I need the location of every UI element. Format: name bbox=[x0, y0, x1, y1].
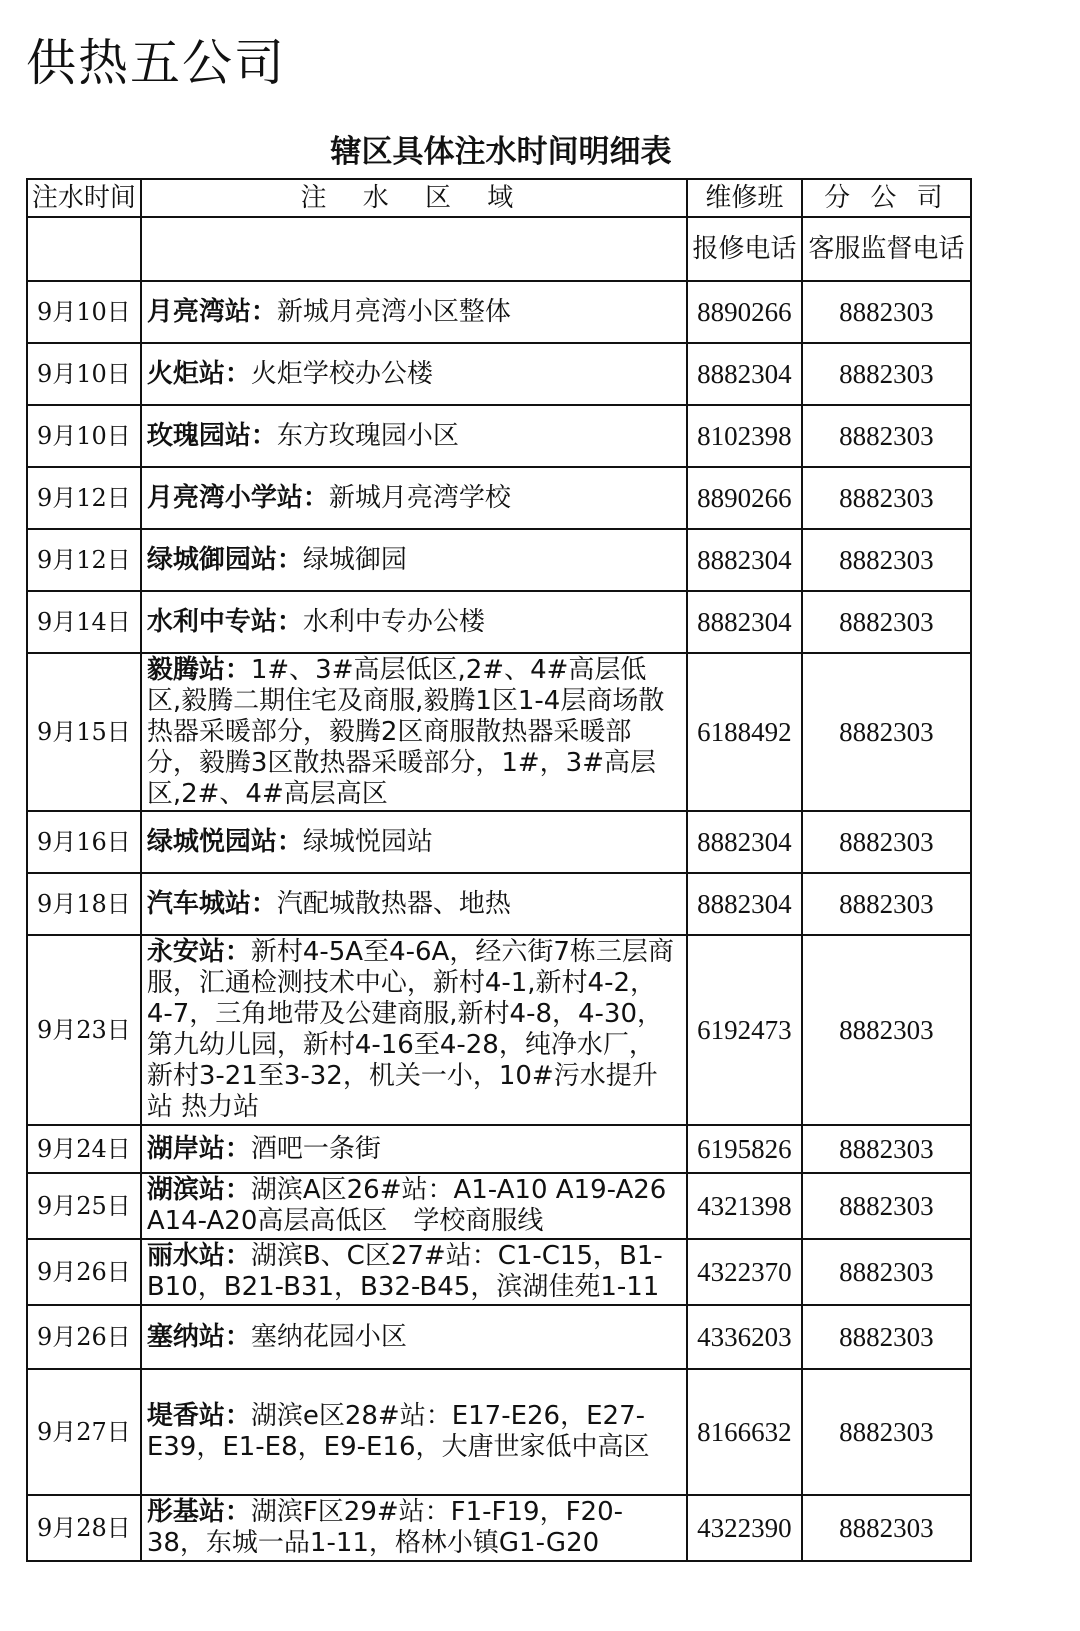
subheader-time-empty bbox=[27, 217, 141, 281]
subheader-branch-phone: 客服监督电话 bbox=[802, 217, 971, 281]
cell-area bbox=[141, 1305, 687, 1369]
cell-area bbox=[141, 873, 687, 935]
cell-date: 9月25日 bbox=[27, 1173, 141, 1239]
station-name: 丽水站： bbox=[146, 1241, 251, 1271]
cell-service-phone: 8882303 bbox=[802, 1173, 971, 1239]
cell-service-phone: 8882303 bbox=[802, 653, 971, 811]
cell-service-phone: 8882303 bbox=[802, 935, 971, 1125]
cell-service-phone: 8882303 bbox=[802, 405, 971, 467]
cell-area bbox=[141, 653, 687, 811]
table-row bbox=[27, 1173, 971, 1239]
table-row bbox=[27, 873, 971, 935]
cell-repair-phone: 8882304 bbox=[687, 811, 802, 873]
cell-service-phone: 8882303 bbox=[802, 281, 971, 343]
cell-service-phone: 8882303 bbox=[802, 591, 971, 653]
cell-repair-phone: 8102398 bbox=[687, 405, 802, 467]
area-description: 新城月亮湾小区整体 bbox=[276, 296, 511, 327]
cell-date: 9月23日 bbox=[27, 935, 141, 1125]
cell-repair-phone: 6195826 bbox=[687, 1125, 802, 1173]
cell-date: 9月18日 bbox=[27, 873, 141, 935]
cell-area bbox=[141, 467, 687, 529]
area-description: 塞纳花园小区 bbox=[250, 1321, 407, 1352]
cell-area bbox=[141, 1495, 687, 1561]
cell-repair-phone: 4336203 bbox=[687, 1305, 802, 1369]
area-description: 湖滨e区28#站：E17-E26，E27-E39，E1-E8，E9-E16，大唐世家低中高区 bbox=[146, 1401, 650, 1462]
station-name: 永安站： bbox=[146, 937, 251, 967]
cell-area bbox=[141, 1173, 687, 1239]
cell-date: 9月27日 bbox=[27, 1369, 141, 1495]
cell-service-phone: 8882303 bbox=[802, 529, 971, 591]
header-time: 注水时间 bbox=[27, 179, 141, 217]
station-name: 彤基站： bbox=[146, 1497, 251, 1527]
cell-service-phone: 8882303 bbox=[802, 811, 971, 873]
header-team: 维修班 bbox=[687, 179, 802, 217]
cell-repair-phone: 8890266 bbox=[687, 281, 802, 343]
station-name: 湖岸站： bbox=[146, 1133, 251, 1164]
table-row bbox=[27, 1305, 971, 1369]
cell-date: 9月28日 bbox=[27, 1495, 141, 1561]
station-name: 汽车城站： bbox=[146, 888, 277, 919]
table-row bbox=[27, 811, 971, 873]
company-name: 供热五公司 bbox=[26, 34, 286, 92]
area-description: 新村4-5A至4-6A，经六街7栋三层商服，汇通检测技术中心，新村4-1,新村4-2，4-7，三角地带及公建商服,新村4-8，4-30，第九幼儿园，新村4-16至4-28，纯净水厂，新村3-21至3-32，机关一小，10#污水提升站 热力站 bbox=[146, 937, 674, 1122]
station-name: 玫瑰园站： bbox=[146, 420, 277, 451]
cell-area bbox=[141, 1239, 687, 1305]
area-description: 绿城悦园站 bbox=[302, 826, 433, 857]
table-row bbox=[27, 1239, 971, 1305]
cell-service-phone: 8882303 bbox=[802, 467, 971, 529]
cell-area bbox=[141, 1125, 687, 1173]
station-name: 塞纳站： bbox=[146, 1321, 251, 1352]
cell-date: 9月14日 bbox=[27, 591, 141, 653]
cell-area bbox=[141, 405, 687, 467]
area-description: 火炬学校办公楼 bbox=[250, 358, 433, 389]
station-name: 绿城悦园站： bbox=[146, 826, 303, 857]
station-name: 堤香站： bbox=[146, 1401, 251, 1431]
station-name: 湖滨站： bbox=[146, 1175, 251, 1205]
cell-area bbox=[141, 343, 687, 405]
table-row bbox=[27, 529, 971, 591]
cell-date: 9月10日 bbox=[27, 343, 141, 405]
document-title: 辖区具体注水时间明细表 bbox=[330, 134, 672, 170]
cell-date: 9月15日 bbox=[27, 653, 141, 811]
cell-service-phone: 8882303 bbox=[802, 1369, 971, 1495]
station-name: 绿城御园站： bbox=[146, 544, 303, 575]
cell-service-phone: 8882303 bbox=[802, 1495, 971, 1561]
subheader-area-empty bbox=[141, 217, 687, 281]
area-description: 湖滨A区26#站：A1-A10 A19-A26 A14-A20高层高低区 学校商服线 bbox=[146, 1175, 667, 1236]
cell-area bbox=[141, 811, 687, 873]
station-name: 火炬站： bbox=[146, 358, 251, 389]
cell-repair-phone: 6192473 bbox=[687, 935, 802, 1125]
cell-service-phone: 8882303 bbox=[802, 343, 971, 405]
table-row bbox=[27, 1495, 971, 1561]
table-row bbox=[27, 467, 971, 529]
table-row bbox=[27, 405, 971, 467]
cell-repair-phone: 4321398 bbox=[687, 1173, 802, 1239]
schedule-table bbox=[26, 178, 972, 1562]
cell-date: 9月24日 bbox=[27, 1125, 141, 1173]
area-description: 汽配城散热器、地热 bbox=[276, 888, 511, 919]
cell-repair-phone: 8882304 bbox=[687, 873, 802, 935]
cell-repair-phone: 8166632 bbox=[687, 1369, 802, 1495]
cell-date: 9月12日 bbox=[27, 529, 141, 591]
header-branch: 分 公 司 bbox=[802, 179, 971, 217]
subheader-team-phone: 报修电话 bbox=[687, 217, 802, 281]
cell-service-phone: 8882303 bbox=[802, 1239, 971, 1305]
cell-date: 9月10日 bbox=[27, 281, 141, 343]
cell-repair-phone: 8882304 bbox=[687, 343, 802, 405]
area-description: 酒吧一条街 bbox=[250, 1133, 381, 1164]
header-row bbox=[27, 179, 971, 217]
station-name: 月亮湾站： bbox=[146, 296, 277, 327]
cell-repair-phone: 4322370 bbox=[687, 1239, 802, 1305]
cell-repair-phone: 8890266 bbox=[687, 467, 802, 529]
area-description: 绿城御园 bbox=[302, 544, 407, 575]
cell-area bbox=[141, 1369, 687, 1495]
cell-area bbox=[141, 529, 687, 591]
cell-service-phone: 8882303 bbox=[802, 873, 971, 935]
cell-date: 9月26日 bbox=[27, 1239, 141, 1305]
cell-date: 9月26日 bbox=[27, 1305, 141, 1369]
cell-repair-phone: 6188492 bbox=[687, 653, 802, 811]
station-name: 月亮湾小学站： bbox=[146, 482, 329, 513]
cell-service-phone: 8882303 bbox=[802, 1125, 971, 1173]
header-area: 注 水 区 域 bbox=[141, 179, 687, 217]
cell-area bbox=[141, 591, 687, 653]
area-description: 湖滨F区29#站：F1-F19，F20-38，东城一品1-11，格林小镇G1-G20 bbox=[146, 1497, 623, 1558]
area-description: 水利中专办公楼 bbox=[302, 606, 485, 637]
table-row bbox=[27, 343, 971, 405]
cell-service-phone: 8882303 bbox=[802, 1305, 971, 1369]
table-row bbox=[27, 591, 971, 653]
table-row bbox=[27, 653, 971, 811]
table-row bbox=[27, 1369, 971, 1495]
cell-area bbox=[141, 935, 687, 1125]
area-description: 湖滨B、C区27#站：C1-C15，B1-B10，B21-B31，B32-B45，滨湖佳苑1-11 bbox=[146, 1241, 663, 1302]
table-row bbox=[27, 1125, 971, 1173]
cell-area bbox=[141, 281, 687, 343]
station-name: 毅腾站： bbox=[146, 654, 251, 685]
table-row bbox=[27, 281, 971, 343]
cell-repair-phone: 8882304 bbox=[687, 591, 802, 653]
table-row bbox=[27, 935, 971, 1125]
area-description: 1#、3#高层低区,2#、4#高层低区,毅腾二期住宅及商服,毅腾1区1-4层商场散热器采暖部分，毅腾2区商服散热器采暖部分，毅腾3区散热器采暖部分，1#，3#高层区,2#、4#高层高区 bbox=[146, 654, 665, 809]
cell-date: 9月10日 bbox=[27, 405, 141, 467]
area-description: 新城月亮湾学校 bbox=[328, 482, 511, 513]
cell-date: 9月16日 bbox=[27, 811, 141, 873]
cell-date: 9月12日 bbox=[27, 467, 141, 529]
cell-repair-phone: 8882304 bbox=[687, 529, 802, 591]
subheader-row bbox=[27, 217, 971, 281]
station-name: 水利中专站： bbox=[146, 606, 303, 637]
cell-repair-phone: 4322390 bbox=[687, 1495, 802, 1561]
area-description: 东方玫瑰园小区 bbox=[276, 420, 459, 451]
